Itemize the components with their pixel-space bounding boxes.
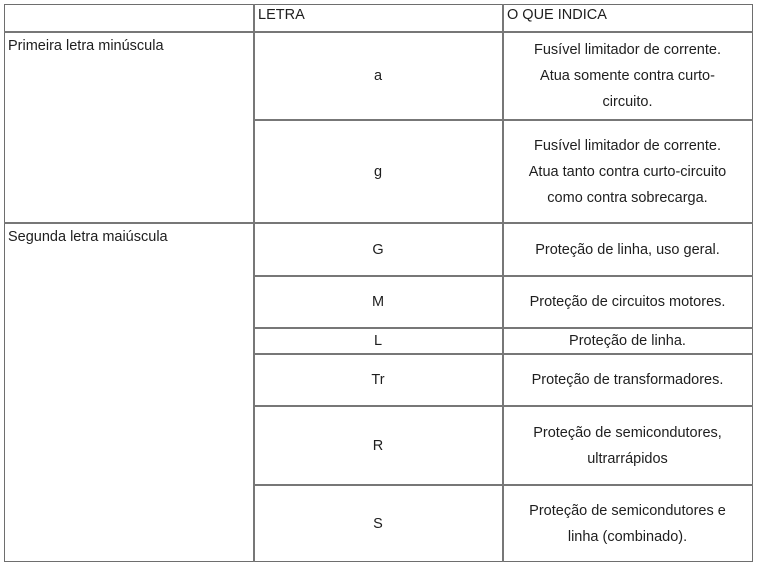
description-line: Proteção de linha. [569,333,686,349]
description-line: Atua somente contra curto- [540,68,715,84]
header-letra: LETRA [258,7,305,23]
description-cell [503,277,752,327]
description-cell [503,33,752,119]
description-cell [503,121,752,222]
letter-cell [254,121,502,222]
letter-g: g [373,163,383,180]
letter-Tr: Tr [371,372,385,388]
group-label-primeira-letra: Primeira letra minúscula [8,38,164,54]
description-line: Atua tanto contra curto-circuito [528,163,727,180]
letter-cell [254,486,502,562]
letter-cell [254,407,502,484]
description-cell [503,486,752,562]
letter-S: S [373,516,383,532]
letter-cell [254,33,502,119]
header-o-que-indica: O QUE INDICA [507,7,607,23]
description-line: Fusível limitador de corrente. [534,42,721,58]
header-cell-empty [5,2,253,29]
description-cell [503,224,752,275]
description-line: ultrarrápidos [587,450,668,467]
description-line: linha (combinado). [567,529,688,545]
description-cell [503,355,752,405]
letter-L: L [373,333,383,349]
description-line: Proteção de linha, uso geral. [535,241,720,258]
description-line: circuito. [602,94,653,110]
description-cell [503,407,752,484]
letter-a: a [373,68,383,84]
description-line: Fusível limitador de corrente. [534,137,721,154]
description-cell [503,329,752,353]
description-line: Proteção de semicondutores, [533,424,722,441]
group-label-segunda-letra: Segunda letra maiúscula [8,229,168,245]
letter-cell [254,224,502,275]
letter-cell [254,355,502,405]
description-line: Proteção de circuitos motores. [529,294,726,310]
letter-M: M [371,294,385,310]
description-line: Proteção de transformadores. [531,372,724,388]
letter-R: R [372,437,384,454]
letter-cell [254,277,502,327]
letter-cell [254,329,502,353]
description-line: Proteção de semicondutores e [529,503,726,519]
letter-G: G [372,241,384,258]
description-line: como contra sobrecarga. [547,189,708,206]
